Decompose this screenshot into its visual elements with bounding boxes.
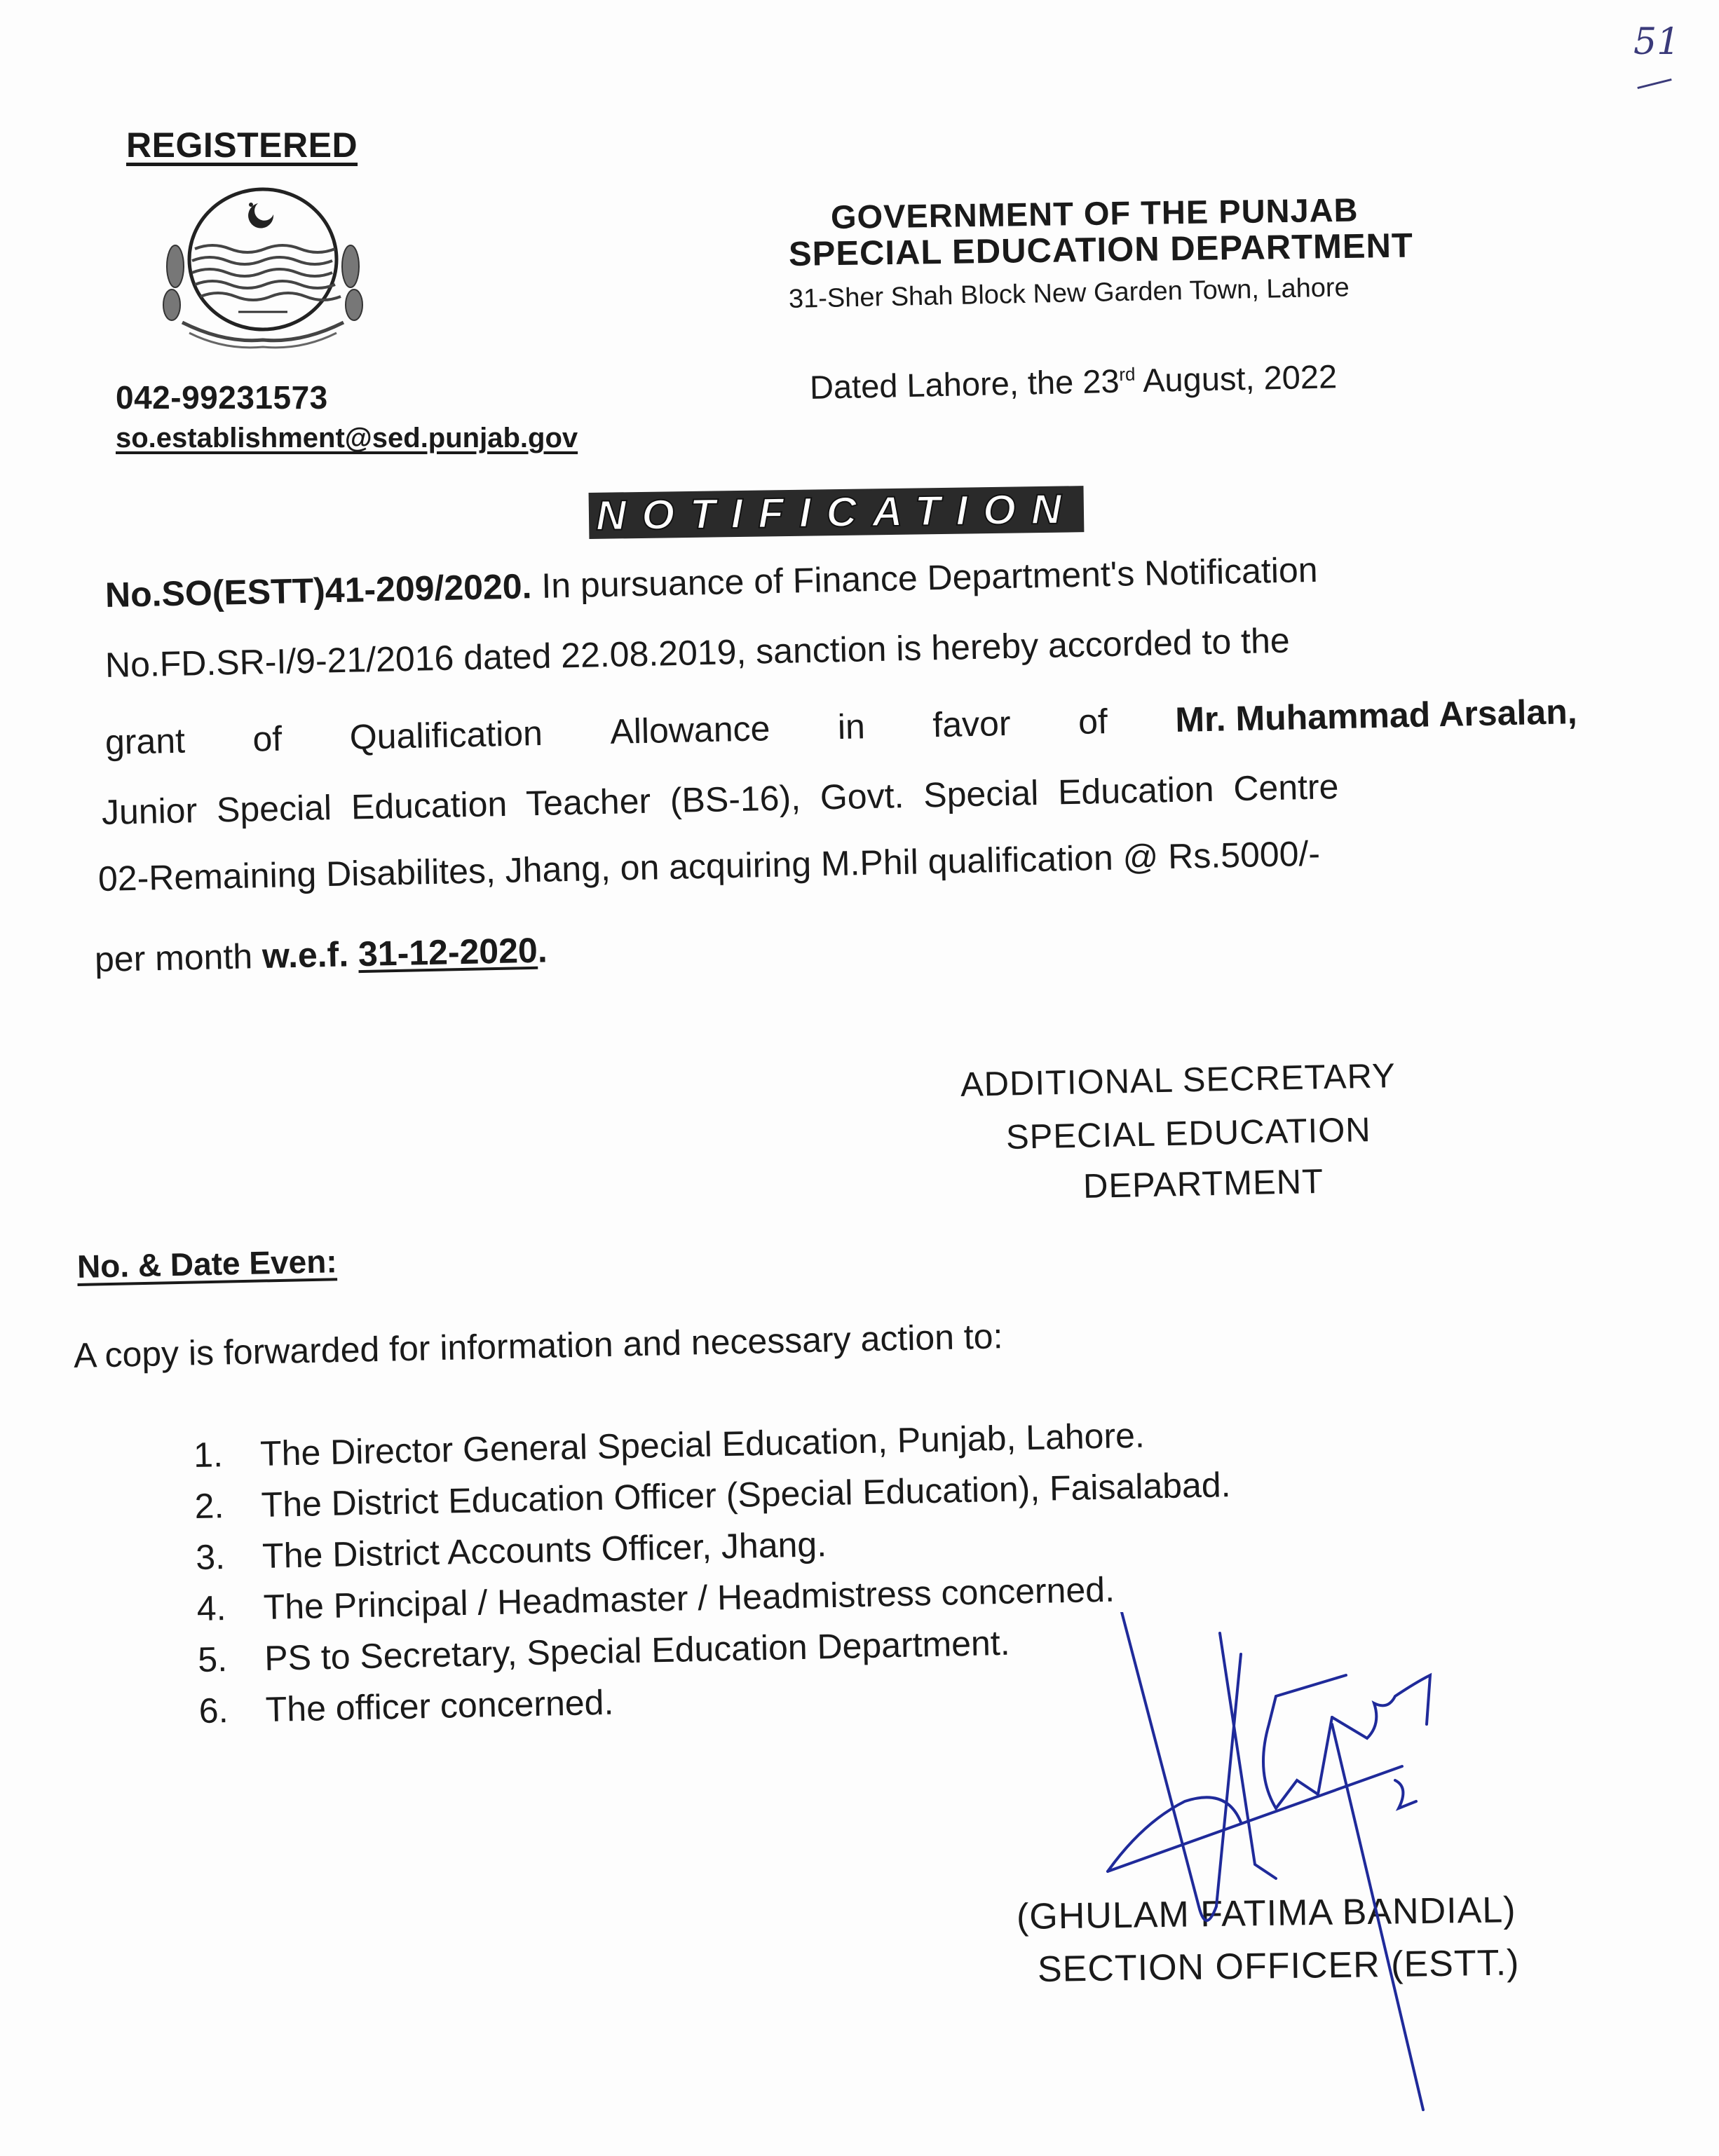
body-line-1	[104, 550, 1318, 615]
wef-label: w.e.f.	[261, 934, 349, 976]
item-number: 2.	[194, 1486, 224, 1527]
body-word: Qualification	[349, 713, 543, 757]
page-number-mark: 51	[1633, 21, 1680, 63]
date-suffix: August, 2022	[1135, 357, 1338, 400]
notification-title: NOTIFICATION	[589, 486, 1085, 539]
body-word: grant	[104, 721, 186, 762]
recipient-text: The District Accounts Officer, Jhang.	[261, 1524, 827, 1576]
body-line-3	[104, 691, 1577, 763]
body-text: In pursuance of Finance Department's Notification	[531, 550, 1319, 606]
item-number: 3.	[195, 1537, 226, 1578]
punjab-emblem-icon	[133, 182, 393, 364]
department-address: 31-Sher Shah Block New Garden Town, Lahore	[788, 273, 1350, 314]
issue-date	[809, 357, 1337, 407]
date-prefix: Dated Lahore, the 23	[809, 362, 1120, 406]
recipient-text: The officer concerned.	[265, 1682, 614, 1729]
body-line-2: No.FD.SR-I/9-21/2016 dated 22.08.2019, sanction is hereby accorded to the	[104, 620, 1291, 685]
phone-number: 042-99231573	[116, 379, 328, 416]
recipient-text: The Principal / Headmaster / Headmistress concerned.	[263, 1569, 1115, 1627]
authority-line-3: DEPARTMENT	[1082, 1162, 1324, 1206]
government-title: GOVERNMENT OF THE PUNJAB	[830, 191, 1359, 236]
authority-line-1: ADDITIONAL SECRETARY	[960, 1057, 1397, 1104]
effective-date: 31-12-2020	[358, 930, 538, 974]
body-word: Allowance	[609, 709, 770, 751]
department-title: SPECIAL EDUCATION DEPARTMENT	[788, 226, 1414, 273]
period: .	[537, 930, 548, 970]
item-number: 5.	[197, 1639, 228, 1679]
body-line-5: 02-Remaining Disabilites, Jhang, on acquiring M.Phil qualification @ Rs.5000/-	[97, 833, 1321, 899]
signatory-name: (GHULAM FATIMA BANDIAL)	[1016, 1890, 1516, 1937]
registered-label: REGISTERED	[126, 125, 358, 165]
item-number: 6.	[198, 1691, 229, 1731]
reference-number: No.SO(ESTT)41-209/2020.	[104, 566, 533, 615]
endorsement-heading: No. & Date Even:	[76, 1243, 338, 1285]
recipient-text: The Director General Special Education, Punjab, Lahore.	[259, 1415, 1146, 1474]
body-word: favor	[932, 703, 1012, 745]
recipient-text: The District Education Officer (Special Education), Faisalabad.	[261, 1465, 1232, 1525]
page-mark-underline	[1637, 79, 1671, 89]
email-link[interactable]: so.establishment@sed.punjab.gov	[116, 423, 578, 453]
body-word: of	[252, 718, 283, 759]
recipient-text: PS to Secretary, Special Education Department.	[264, 1623, 1011, 1678]
body-text: per month	[94, 936, 263, 979]
body-line-6	[94, 929, 548, 980]
body-word: of	[1078, 702, 1108, 742]
endorsement-intro: A copy is forwarded for information and necessary action to:	[73, 1316, 1003, 1375]
signatory-designation: SECTION OFFICER (ESTT.)	[1037, 1942, 1520, 1990]
item-number: 4.	[196, 1588, 227, 1628]
body-line-4: Junior Special Education Teacher (BS-16), Govt. Special Education Centre	[101, 767, 1339, 832]
authority-line-2: SPECIAL EDUCATION	[1005, 1111, 1372, 1157]
body-word: in	[837, 707, 866, 747]
item-number: 1.	[193, 1435, 224, 1475]
employee-name: Mr. Muhammad Arsalan,	[1174, 692, 1578, 740]
recipient-list	[193, 1408, 1235, 1737]
date-ordinal: rd	[1119, 363, 1136, 386]
